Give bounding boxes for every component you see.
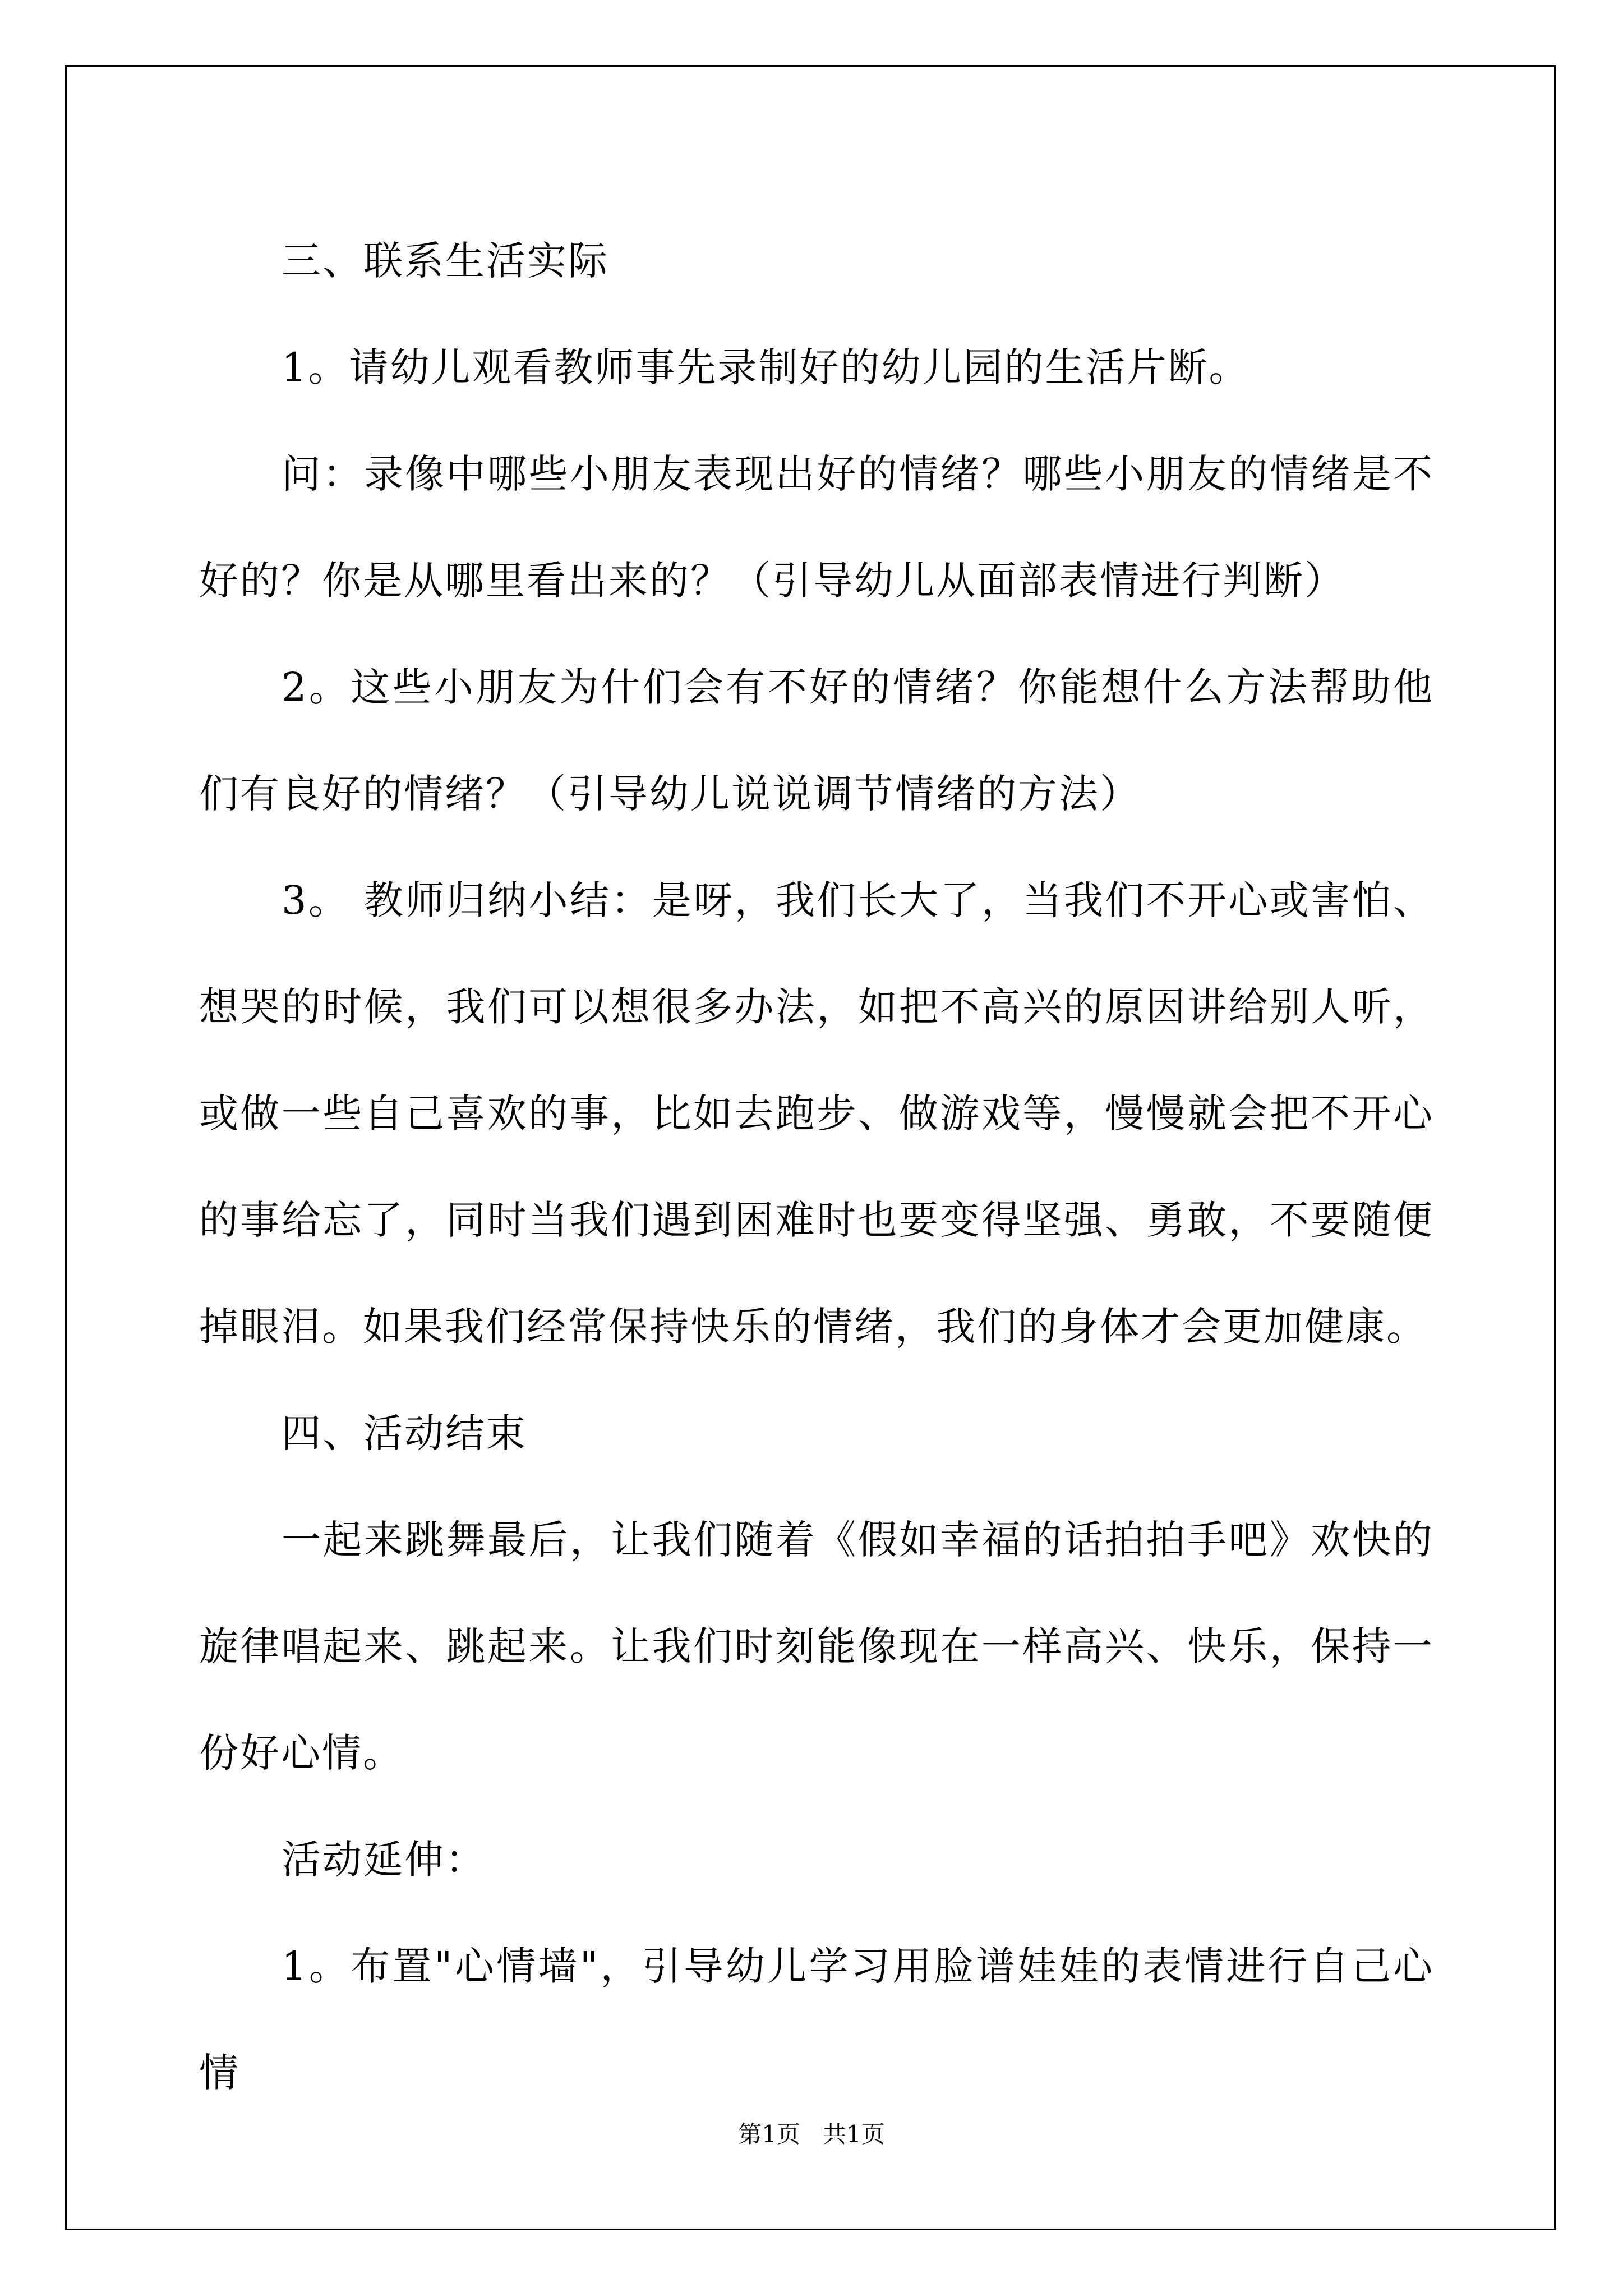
- paragraph: 一起来跳舞最后，让我们随着《假如幸福的话拍拍手吧》欢快的旋律唱起来、跳起来。让我们时刻能像现在一样高兴、快乐，保持一份好心情。: [199, 1517, 1434, 1776]
- paragraph: 3。 教师归纳小结：是呀，我们长大了，当我们不开心或害怕、想哭的时候，我们可以想很多办法，如把不高兴的原因讲给别人听，或做一些自己喜欢的事，比如去跑步、做游戏等，慢慢就会把不开心的事给忘了，同时当我们遇到困难时也要变得坚强、勇敢，不要随便掉眼泪。如果我们经常保持快乐的情绪，我们的身体才会更加健康。: [199, 877, 1434, 1350]
- page-footer: [0, 2116, 1623, 2150]
- page-number: 第1页: [738, 2120, 800, 2148]
- document-body: [199, 208, 1434, 2126]
- paragraph: 2。这些小朋友为什们会有不好的情绪？你能想什么方法帮助他们有良好的情绪？（引导幼儿说说调节情绪的方法）: [199, 664, 1434, 817]
- section-heading-3: 三、联系生活实际: [282, 238, 609, 284]
- paragraph: 1。请幼儿观看教师事先录制好的幼儿园的生活片断。: [282, 344, 1250, 390]
- page-total: 共1页: [823, 2120, 885, 2148]
- paragraph: 问：录像中哪些小朋友表现出好的情绪？哪些小朋友的情绪是不好的？你是从哪里看出来的？（引导幼儿从面部表情进行判断）: [199, 451, 1434, 604]
- paragraph: 1。布置"心情墙"，引导幼儿学习用脸谱娃娃的表情进行自己心情: [199, 1943, 1434, 2096]
- subheading-extension: 活动延伸：: [282, 1837, 486, 1883]
- section-heading-4: 四、活动结束: [282, 1410, 527, 1456]
